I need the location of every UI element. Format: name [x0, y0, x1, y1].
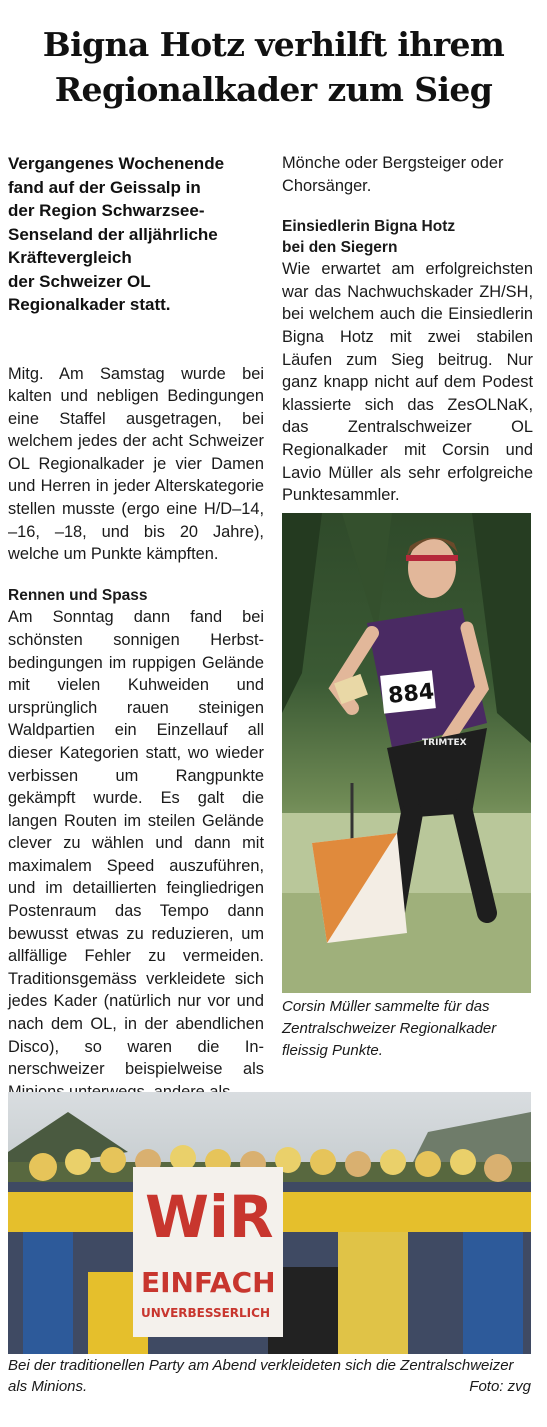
group-photo — [8, 1092, 531, 1354]
shirt-brand: TRIMTEX — [422, 738, 467, 748]
left-column — [8, 152, 264, 1103]
bib-number: 884 — [387, 679, 436, 710]
article-headline — [8, 22, 539, 112]
headline-line-2: Regionalkader zum Sieg — [54, 70, 493, 109]
photo-caption-1: Corsin Müller sammelte für das Zentralschweizer Regionalkader fleissig Punkte. — [282, 998, 497, 1059]
lead-line: Regionalkader statt. — [8, 295, 171, 314]
lead-line: der Schweizer OL — [8, 271, 151, 291]
headline-line-1: Bigna Hotz verhilft ihrem — [42, 25, 505, 64]
lead-paragraph — [8, 152, 264, 317]
photo-credit: Foto: zvg — [469, 1378, 531, 1395]
caption-text: Bei der traditionellen Party am Abend verkleideten sich die Zentralschweizer als Minions. — [8, 1357, 514, 1395]
lead-line: Vergangenes Wochenende — [8, 154, 225, 173]
subheading-rennen-und-spass: Rennen und Spass — [8, 586, 148, 604]
right-column — [282, 152, 533, 507]
subheading-line-1: Einsiedlerin Bigna Hotz — [282, 218, 456, 236]
body-paragraph-3: Wie erwartet am erfolgreichsten war das Nachwuchskader ZH/SH, bei welchem auch die Einsiedlerin Bigna Hotz mit zwei stabilen Läufen zum Sieg beitrug. Nur ganz knapp nicht auf dem Podest klassierte sich das ZesOLNaK, das Zentralschweizer OL Regionalkader mit Corsin und Lavio Müller als sehr erfolgreiche Punktesammler. — [282, 260, 533, 505]
body-paragraph-continued: Mönche oder Bergsteiger oder Chorsänger. — [282, 154, 504, 195]
banner-line-1: WiR — [145, 1183, 274, 1251]
runner-photo-illustration — [282, 513, 531, 993]
group-photo-illustration — [8, 1092, 531, 1354]
lead-line: fand auf der Geissalp in — [8, 177, 201, 197]
body-paragraph-2: Am Sonntag dann fand bei schönsten sonnigen Herbstbedingungen im ruppigen Gelände mit vielen Kuhweiden und ursprünglich rauen steinigen Waldpartien ein Einzellauf all dieser Kategorien statt, wo wieder verbissen um Rangpunkte gekämpft wurde. Es galt die langen Routen im steilen Gelände clever zu wählen und dann mit maximalem Speed auszuführen, und im detaillierten feingliedrigen Postenraum das Tempo dann bewusst etwas zu reduzieren, um allfällige Fehler zu vermeiden. Traditionsgemäss verkleidete sich jedes Kader (natürlich nur vor und nach dem OL, in der abendlichen Disco), so waren die Innerschweizer beispielweise als — [8, 608, 264, 1079]
body-paragraph-1: Mitg. Am Samstag wurde bei kalten und nebligen Bedingungen eine Staffel ausgetragen, bei welchem jedes der acht Schweizer OL Regionalkader je vier Damen und Herren in jeder Alterskategorie stellen musste (ergo eine H/D–14, –16, –18, und bis 20 Jahre), welche um Punkte kämpften. — [8, 364, 264, 564]
lead-line: Senseland der alljährliche — [8, 224, 218, 244]
subheading-einsiedlerin — [282, 217, 533, 258]
photo-caption-2 — [8, 1355, 531, 1397]
banner-line-2: EINFACH — [141, 1266, 276, 1299]
lead-line: Kräftevergleich — [8, 248, 132, 267]
subheading-line-2: bei den Siegern — [282, 238, 398, 256]
runner-photo — [282, 513, 531, 993]
lead-line: der Region Schwarzsee- — [8, 201, 205, 220]
banner-line-3: UNVERBESSERLICH — [141, 1306, 270, 1320]
